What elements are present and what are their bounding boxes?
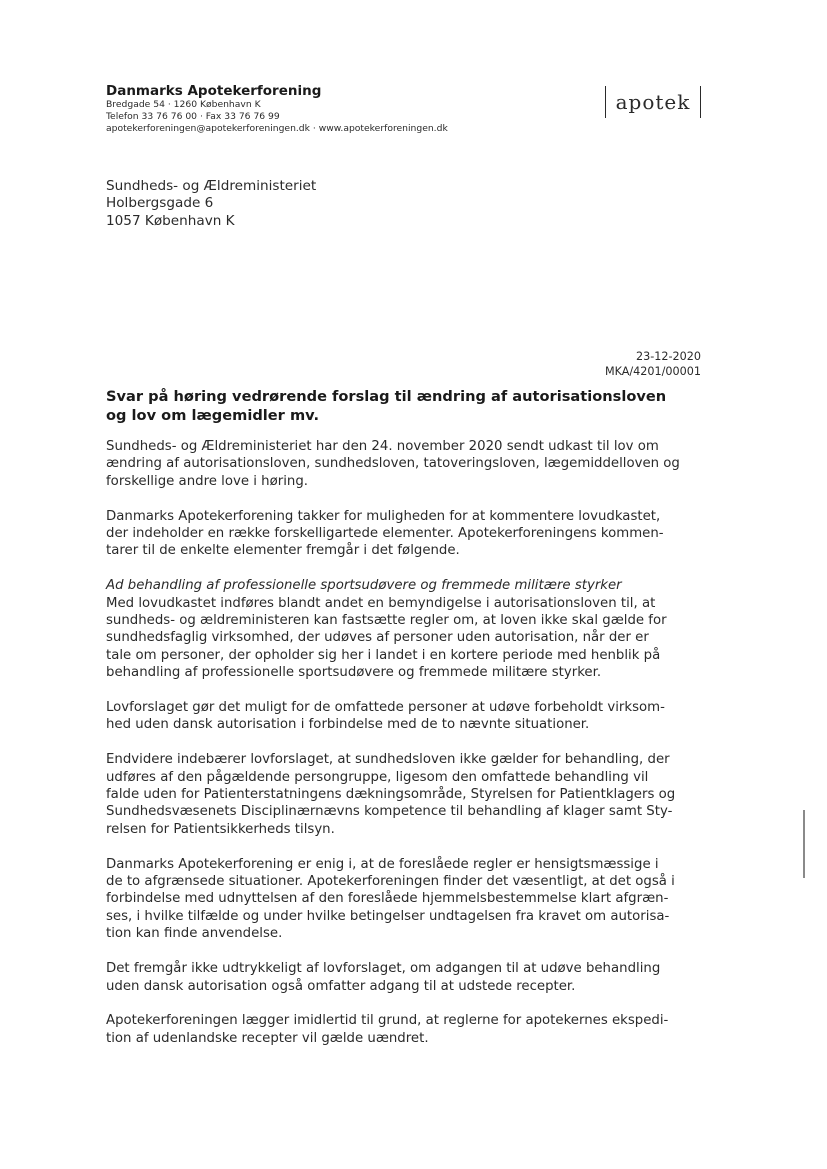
recipient-line: 1057 København K — [106, 212, 235, 229]
body-line: tale om personer, der opholder sig her i landet i en kortere periode med henblik på — [106, 647, 661, 663]
scan-artifact-line — [803, 810, 805, 878]
body-line: Apotekerforeningen lægger imidlertid til grund, at reglerne for apotekernes ekspedi- — [106, 1013, 669, 1029]
subject-line: Svar på høring vedrørende forslag til ændring af autorisationsloven — [106, 388, 667, 405]
body-line: Med lovudkastet indføres blandt andet en bemyndigelse i autorisationsloven til, at — [106, 595, 656, 611]
recipient-address — [106, 178, 316, 230]
letter-reference: MKA/4201/00001 — [604, 365, 701, 378]
body-line: behandling af professionelle sportsudøvere og fremmede militære styrker. — [106, 665, 602, 681]
letter-date: 23-12-2020 — [635, 350, 701, 363]
body-line: Sundhedsvæsenets Disciplinærnævns kompetence til behandling af klager samt Sty- — [106, 804, 673, 820]
body-line: ændring af autorisationsloven, sundhedsloven, tatoveringsloven, lægemiddelloven og — [106, 456, 680, 472]
body-line: sundheds- og ældreministeren kan fastsætte regler om, at loven ikke skal gælde for — [106, 613, 667, 629]
paragraph-7 — [106, 960, 710, 995]
paragraph-3 — [106, 577, 710, 681]
paragraph-4 — [106, 699, 710, 734]
logo-text: apotek — [615, 90, 691, 114]
body-line: sundhedsfaglig virksomhed, der udøves af personer uden autorisation, når der er — [106, 630, 649, 646]
paragraph-2 — [106, 508, 710, 560]
subject-line: og lov om lægemidler mv. — [106, 407, 320, 424]
body-line: Danmarks Apotekerforening takker for muligheden for at kommentere lovudkastet, — [106, 508, 661, 524]
recipient-line: Sundheds- og Ældreministeriet — [106, 178, 317, 194]
body-line: Endvidere indebærer lovforslaget, at sundhedsloven ikke gælder for behandling, der — [106, 752, 670, 768]
body-line: Danmarks Apotekerforening er enig i, at de foreslåede regler er hensigtsmæssige i — [106, 856, 659, 872]
paragraph-1 — [106, 438, 710, 490]
paragraph-5 — [106, 751, 710, 838]
letter-subject — [106, 387, 706, 425]
letter-meta — [605, 349, 701, 379]
body-line: uden dansk autorisation også omfatter adgang til at udstede recepter. — [106, 978, 576, 994]
recipient-line: Holbergsgade 6 — [106, 195, 214, 212]
body-line: tarer til de enkelte elementer fremgår i det følgende. — [106, 543, 460, 559]
body-line: hed uden dansk autorisation i forbindelse med de to nævnte situationer. — [106, 717, 590, 733]
body-line: udføres af den pågældende persongruppe, ligesom den omfattede behandling vil — [106, 769, 649, 785]
org-email-web: apotekerforeningen@apotekerforeningen.dk · www.apotekerforeningen.dk — [106, 123, 448, 134]
body-line: forbindelse med udnyttelsen af den foreslåede hjemmelsbestemmelse klart afgræn- — [106, 891, 669, 907]
paragraph-8 — [106, 1012, 710, 1047]
body-line: Sundheds- og Ældreministeriet har den 24. november 2020 sendt udkast til lov om — [106, 439, 659, 454]
org-name: Danmarks Apotekerforening — [106, 83, 322, 99]
org-phone-fax: Telefon 33 76 76 00 · Fax 33 76 76 99 — [106, 111, 280, 122]
body-line: forskellige andre love i høring. — [106, 473, 308, 489]
letter-body — [106, 438, 710, 1047]
body-line: relsen for Patientsikkerheds tilsyn. — [106, 821, 335, 837]
body-line: Det fremgår ikke udtrykkeligt af lovforslaget, om adgangen til at udøve behandling — [106, 961, 661, 977]
body-line: ses, i hvilke tilfælde og under hvilke betingelser undtagelsen fra kravet om autorisa- — [106, 908, 670, 924]
letterhead — [106, 83, 586, 135]
body-line: Lovforslaget gør det muligt for de omfattede personer at udøve forbeholdt virksom- — [106, 700, 665, 716]
apotek-logo — [605, 86, 701, 118]
body-line: tion kan finde anvendelse. — [106, 926, 283, 942]
paragraph-6 — [106, 856, 710, 943]
body-line: der indeholder en række forskelligartede elementer. Apotekerforeningens kommen- — [106, 526, 664, 542]
section-heading: Ad behandling af professionelle sportsudøvere og fremmede militære styrker — [106, 578, 622, 594]
body-line: tion af udenlandske recepter vil gælde uændret. — [106, 1030, 429, 1046]
body-line: de to afgrænsede situationer. Apotekerforeningen finder det væsentligt, at det også i — [106, 874, 675, 890]
body-line: falde uden for Patienterstatningens dækningsområde, Styrelsen for Patientklagers og — [106, 787, 676, 803]
org-address: Bredgade 54 · 1260 København K — [106, 99, 261, 110]
